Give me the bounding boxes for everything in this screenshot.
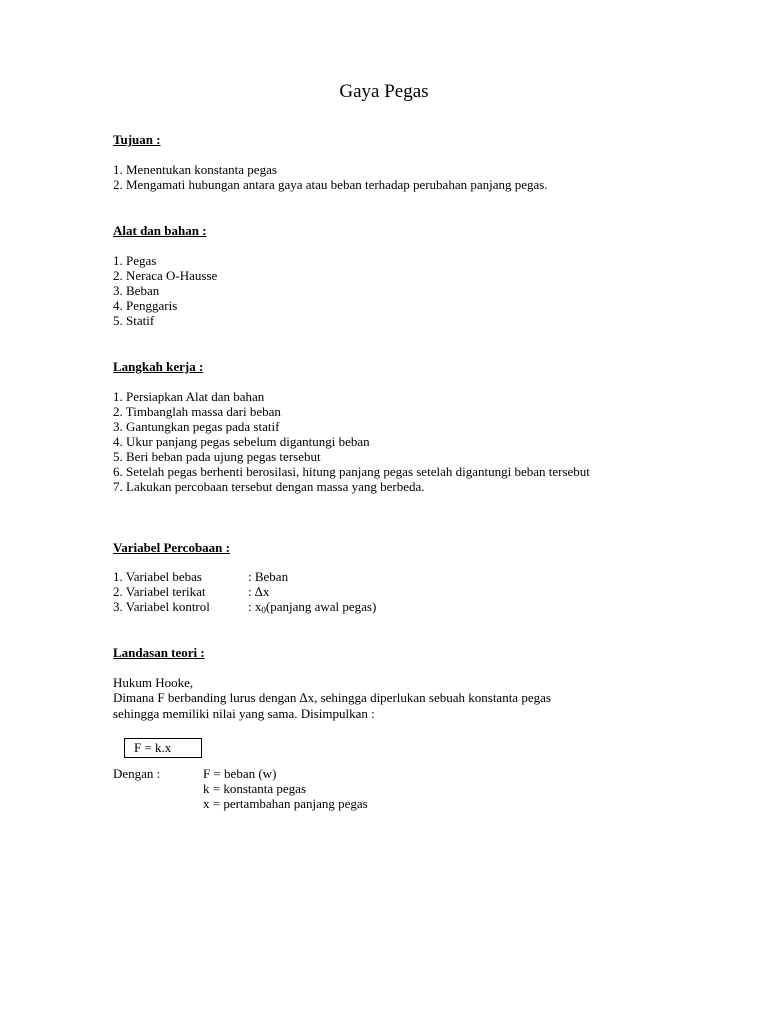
landasan-line: Dimana F berbanding lurus dengan ∆x, sehingga diperlukan sebuah konstanta pegas <box>113 690 551 705</box>
langkah-heading: Langkah kerja : <box>113 359 204 374</box>
list-item: 4. Penggaris <box>113 298 178 313</box>
variabel-heading: Variabel Percobaan : <box>113 540 230 555</box>
list-item: 7. Lakukan percobaan tersebut dengan massa yang berbeda. <box>113 479 425 494</box>
table-row <box>113 569 376 584</box>
definition-item: x = pertambahan panjang pegas <box>203 796 368 811</box>
list-item: 1. Menentukan konstanta pegas <box>113 162 277 177</box>
dengan-label: Dengan : <box>113 766 161 781</box>
tujuan-heading: Tujuan : <box>113 132 161 147</box>
list-item: 5. Beri beban pada ujung pegas tersebut <box>113 449 321 464</box>
list-item: 1. Pegas <box>113 253 157 268</box>
list-item: 6. Setelah pegas berhenti berosilasi, hitung panjang pegas setelah digantungi beban tersebut <box>113 464 590 479</box>
list-item: 3. Gantungkan pegas pada statif <box>113 419 280 434</box>
subscript-zero: 0 <box>261 605 266 615</box>
list-item: 1. Persiapkan Alat dan bahan <box>113 389 265 404</box>
landasan-line: Hukum Hooke, <box>113 675 194 690</box>
definition-list <box>203 766 368 811</box>
tujuan-list <box>113 162 633 192</box>
variabel-name: 3. Variabel kontrol <box>113 599 210 614</box>
variabel-name: 2. Variabel terikat <box>113 584 206 599</box>
landasan-heading: Landasan teori : <box>113 645 205 660</box>
list-item: 5. Statif <box>113 313 155 328</box>
variabel-name: 1. Variabel bebas <box>113 569 202 584</box>
list-item: 2. Neraca O-Hausse <box>113 268 218 283</box>
list-item: 3. Beban <box>113 283 160 298</box>
list-item: 4. Ukur panjang pegas sebelum digantungi beban <box>113 434 370 449</box>
formula-box: F = k.x <box>124 738 202 758</box>
langkah-list <box>113 389 618 494</box>
page-title: Gaya Pegas <box>339 81 429 102</box>
variabel-value-prefix: : x <box>248 599 262 614</box>
variabel-value <box>248 599 376 614</box>
table-row <box>113 584 376 599</box>
variabel-value: : ∆x <box>248 584 270 599</box>
list-item: 2. Timbanglah massa dari beban <box>113 404 281 419</box>
variabel-table <box>113 569 376 614</box>
variabel-value: : Beban <box>248 569 289 584</box>
landasan-line: sehingga memiliki nilai yang sama. Disimpulkan : <box>113 706 375 721</box>
definition-item: k = konstanta pegas <box>203 781 307 796</box>
list-item: 2. Mengamati hubungan antara gaya atau beban terhadap perubahan panjang pegas. <box>113 177 548 192</box>
alat-heading: Alat dan bahan : <box>113 223 207 238</box>
alat-list <box>113 253 633 328</box>
definition-item: F = beban (w) <box>203 766 277 781</box>
table-row <box>113 599 376 614</box>
variabel-value-suffix: (panjang awal pegas) <box>265 599 377 614</box>
